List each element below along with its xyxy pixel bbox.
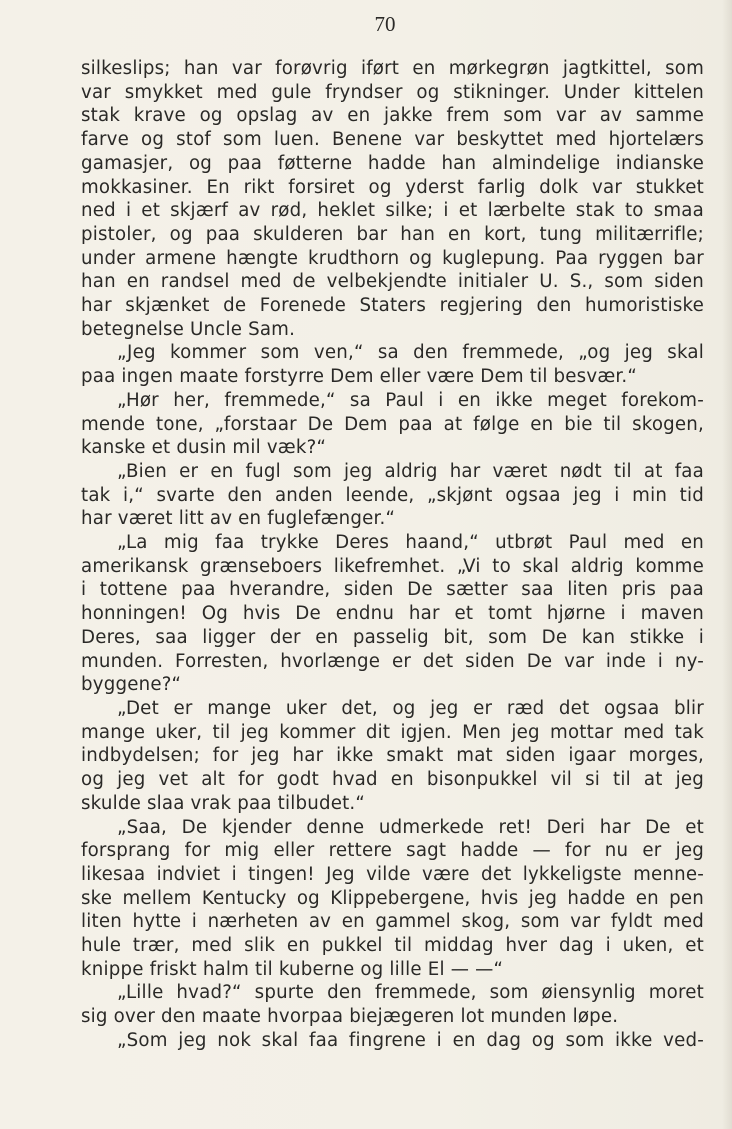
body-text (81, 57, 704, 1053)
text-line: pistoler, og paa skulderen bar han en kort, tung militærrifle; (81, 223, 704, 245)
text-line: liten hytte i nærheten av en gammel skog, som var fyldt med (81, 911, 704, 933)
text-line: silkeslips; han var forøvrig iført en mørkegrøn jagtkittel, som (81, 58, 704, 79)
text-line: gamasjer, og paa føtterne hadde han almindelige indianske (81, 152, 704, 174)
text-line: „Hør her, fremmede,“ sa Paul i en ikke meget forekom- (117, 389, 704, 411)
text-line: „Bien er en fugl som jeg aldrig har været nødt til at faa (117, 460, 704, 482)
text-line: i tottene paa hverandre, siden De sætter saa liten pris paa (81, 579, 704, 601)
text-line: tak i,“ svarte den anden leende, „skjønt ogsaa jeg i min tid (81, 484, 704, 506)
text-line: var smykket med gule fryndser og stikninger. Under kittelen (81, 81, 704, 103)
text-line: forsprang for mig eller rettere sagt hadde — for nu er jeg (81, 840, 704, 862)
text-line: „Jeg kommer som ven,“ sa den fremmede, „og jeg skal (117, 342, 704, 364)
text-line: Deres, saa ligger der en passelig bit, som De kan stikke i (81, 626, 704, 648)
text-line: hule trær, med slik en pukkel til middag hver dag i uken, et (81, 935, 704, 957)
page-edge-shadow (722, 0, 732, 1129)
text-line: munden. Forresten, hvorlænge er det siden De var inde i ny- (81, 650, 704, 672)
text-line: knippe friskt halm til kuberne og lille El — —“ (81, 958, 504, 980)
text-line: byggene?“ (81, 674, 182, 696)
text-line: betegnelse Uncle Sam. (81, 318, 296, 340)
text-line: mende tone, „forstaar De Dem paa at følge en bie til skogen, (81, 413, 704, 435)
text-line: har skjænket de Forenede Staters regjering den humoristiske (81, 295, 704, 317)
text-line: honningen! Og hvis De endnu har et tomt hjørne i maven (81, 603, 704, 625)
text-line: farve og stof som luen. Benene var beskyttet med hjortelærs (81, 129, 704, 151)
text-line: ned i et skjærf av rød, heklet silke; i et lærbelte stak to smaa (81, 200, 704, 222)
text-line: skulde slaa vrak paa tilbudet.“ (81, 792, 366, 814)
text-line: likesaa indviet i tingen! Jeg vilde være det lykkeligste menne- (81, 863, 704, 885)
text-line: indbydelsen; for jeg har ikke smakt mat siden igaar morges, (81, 745, 704, 767)
text-line: og jeg vet alt for godt hvad en bisonpukkel vil si til at jeg (81, 769, 704, 791)
text-line: „La mig faa trykke Deres haand,“ utbrøt Paul med en (117, 532, 704, 554)
text-line: amerikansk grænseboers likefremhet. „Vi to skal aldrig komme (81, 555, 704, 577)
text-line: under armene hængte krudthorn og kuglepung. Paa ryggen bar (81, 247, 704, 269)
text-line: „Saa, De kjender denne udmerkede ret! Deri har De et (117, 816, 704, 838)
text-line: ske mellem Kentucky og Klippebergene, hvis jeg hadde en pen (81, 887, 704, 909)
text-line: kanske et dusin mil væk?“ (81, 437, 327, 459)
text-line: mokkasiner. En rikt forsiret og yderst farlig dolk var stukket (81, 176, 704, 198)
text-line: „Lille hvad?“ spurte den fremmede, som øiensynlig moret (117, 982, 704, 1004)
text-line: sig over den maate hvorpaa biejægeren lot munden løpe. (81, 1006, 619, 1028)
text-line: han en randsel med de velbekjendte initialer U. S., som siden (81, 271, 704, 293)
text-line: paa ingen maate forstyrre Dem eller være Dem til besvær.“ (81, 366, 637, 388)
text-line: stak krave og opslag av en jakke frem som var av samme (81, 105, 704, 127)
text-line: „Det er mange uker det, og jeg er ræd det ogsaa blir (117, 697, 704, 719)
text-line: „Som jeg nok skal faa fingrene i en dag og som ikke ved- (117, 1029, 704, 1051)
page-number: 70 (374, 12, 396, 36)
text-line: har været litt av en fuglefænger.“ (81, 508, 396, 530)
text-line: mange uker, til jeg kommer dit igjen. Men jeg mottar med tak (81, 721, 704, 743)
